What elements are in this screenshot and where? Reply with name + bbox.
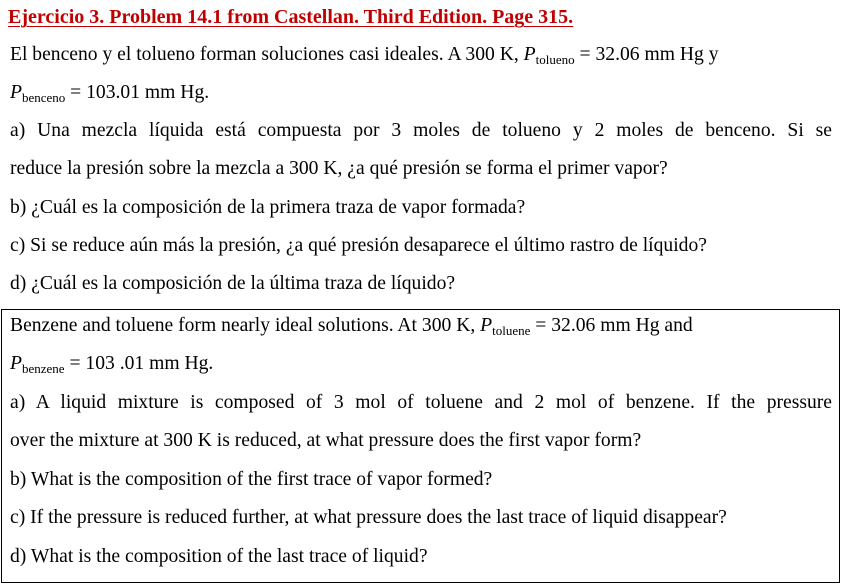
spanish-question-b: b) ¿Cuál es la composición de la primera traza de vapor formada? [10,197,526,218]
english-question-a-line-1: a) A liquid mixture is composed of 3 mol of toluene and 2 mol of benzene. If the pressure [10,392,832,413]
spanish-question-a-line-1: a) Una mezcla líquida está compuesta por 3 moles de tolueno y 2 moles de benceno. Si se [10,120,832,141]
english-question-b: b) What is the composition of the first trace of vapor formed? [10,469,493,490]
english-intro-line-2: $P_{benzene} = 103$ .01 mm Hg. [10,353,214,376]
spanish-intro-line-2: $P_{benceno} = 103.01$ mm Hg. [10,82,210,105]
spanish-intro-line-1: El benceno y el tolueno forman soluciones casi ideales. A 300 K, $P_{tolueno} = 32.06$ mm Hg y [10,44,719,67]
english-question-c: c) If the pressure is reduced further, at what pressure does the last trace of liquid disappear? [10,507,727,528]
spanish-question-d: d) ¿Cuál es la composición de la última traza de líquido? [10,273,456,294]
page-title: Ejercicio 3. Problem 14.1 from Castellan. Third Edition. Page 315. [8,6,574,28]
english-question-a-line-2: over the mixture at 300 K is reduced, at what pressure does the first vapor form? [10,430,642,451]
spanish-question-c: c) Si se reduce aún más la presión, ¿a qué presión desaparece el último rastro de líquido? [10,235,707,256]
spanish-question-a-line-2: reduce la presión sobre la mezcla a 300 K, ¿a qué presión se forma el primer vapor? [10,158,668,179]
english-question-d: d) What is the composition of the last trace of liquid? [10,546,428,567]
english-intro-line-1: Benzene and toluene form nearly ideal solutions. At 300 K, $P_{toluene} = 32.06$ mm Hg and [10,315,693,338]
